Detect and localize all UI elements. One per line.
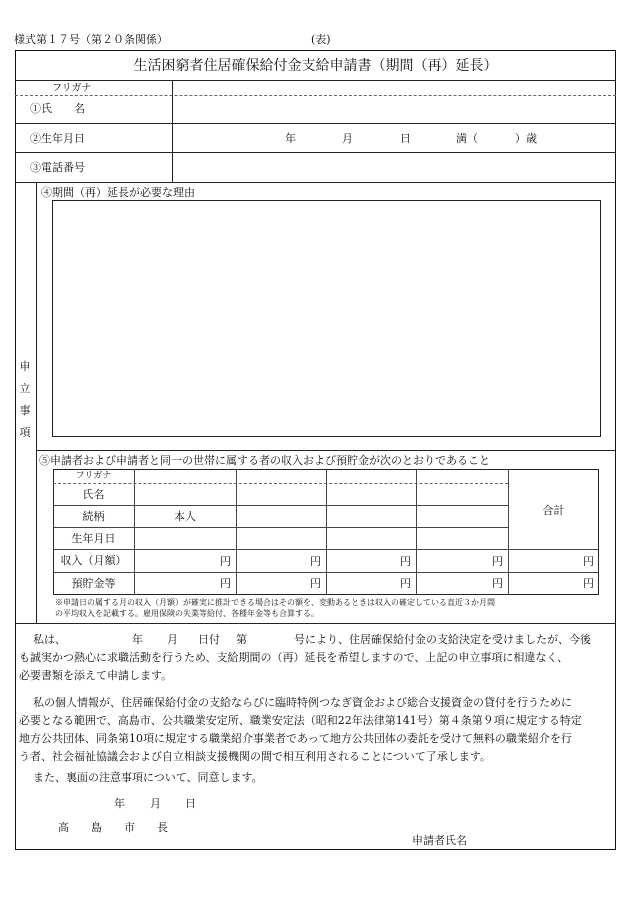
declaration-text: 号により、住居確保給付金の支給決定を受けましたが、今後 (294, 633, 591, 646)
phone-field[interactable] (174, 154, 614, 181)
age-prefix: 満（ (456, 132, 478, 145)
page-title: 生活困窮者住居確保給付金支給申請書（期間（再）延長） (133, 58, 498, 74)
row-label-furigana: フリガナ (75, 471, 112, 481)
application-day-unit: 日 (185, 797, 196, 810)
privacy-text: う者、社会福祉協議会および自立相談支援機関の間で相互利用されることについて了承します。 (19, 750, 491, 763)
privacy-text: 必要となる範囲で、高島市、公共職業安定所、職業安定法（昭和22年法律第141号）第４条第９項に規定する特定 (19, 714, 582, 727)
application-month-unit: 月 (150, 797, 161, 810)
consent-text: また、裏面の注意事項について、同意します。 (33, 771, 263, 784)
birth-month-unit: 月 (342, 132, 353, 145)
privacy-text: 地方公共団体、同条第10項に規定する職業紹介事業者であって地方公共団体の委託を受けて無料の職業紹介を行 (19, 732, 572, 745)
income-label: ⑤申請者および申請者と同一の世帯に属する者の収入および預貯金が次のとおりであること (39, 454, 490, 467)
section-label-1: 申 (19, 360, 31, 373)
declaration-text: 必要書類を添えて申請します。 (19, 669, 173, 682)
yen-unit: 円 (492, 577, 503, 590)
age-suffix: ）歳 (515, 132, 537, 145)
yen-unit: 円 (583, 577, 594, 590)
total-label: 合計 (542, 504, 565, 517)
phone-label: ③電話番号 (30, 161, 85, 174)
yen-unit: 円 (492, 555, 503, 568)
yen-unit: 円 (400, 577, 411, 590)
declaration-prefix: 私は、 (33, 633, 66, 646)
name-field[interactable] (174, 82, 614, 122)
yen-unit: 円 (310, 577, 321, 590)
section-label-2: 立 (19, 382, 31, 395)
row-label-relation: 続柄 (82, 510, 105, 523)
row-label-savings: 預貯金等 (71, 577, 116, 590)
addressee: 高 島 市 長 (58, 821, 168, 834)
income-note: ※申請日の属する月の収入（月額）が確実に推計できる場合はその額を、変動あるときは収入の確定している直近３か月間 (55, 598, 495, 607)
self-relation: 本人 (174, 510, 196, 523)
declaration-text: も誠実かつ熱心に求職活動を行うため、支給期間の（再）延長を希望しますので、上記の申立事項に相違なく、 (19, 651, 569, 664)
form-side: (表) (311, 33, 331, 46)
birthdate-field[interactable] (174, 125, 614, 151)
declaration-year-unit: 年 (132, 633, 143, 646)
declaration-day-unit: 日付 (198, 633, 220, 646)
income-note: の平均収入を記載する。雇用保険の失業等給付、各種年金等も合算する。 (55, 609, 319, 618)
furigana-label: フリガナ (52, 83, 92, 94)
declaration-month-unit: 月 (167, 633, 178, 646)
yen-unit: 円 (400, 555, 411, 568)
form-number: 様式第１７号（第２０条関係） (14, 33, 168, 46)
signature-label: 申請者氏名 (412, 834, 467, 847)
section-label-4: 項 (19, 426, 31, 439)
yen-unit: 円 (220, 577, 231, 590)
row-label-name: 氏名 (82, 488, 105, 501)
privacy-text: 私の個人情報が、住居確保給付金の支給ならびに臨時特例つなぎ資金および総合支援資金の貸付を行うために (33, 696, 572, 709)
signature-field[interactable] (470, 830, 610, 848)
birth-year-unit: 年 (285, 132, 296, 145)
application-year-unit: 年 (114, 797, 125, 810)
row-label-birthdate: 生年月日 (71, 532, 116, 545)
yen-unit: 円 (583, 555, 594, 568)
row-label-income: 収入（月額） (60, 554, 127, 567)
birth-day-unit: 日 (400, 132, 411, 145)
declaration-no-label: 第 (236, 633, 247, 646)
name-label: ①氏 名 (30, 102, 85, 115)
birthdate-label: ②生年月日 (30, 132, 85, 145)
yen-unit: 円 (220, 555, 231, 568)
reason-label: ④期間（再）延長が必要な理由 (41, 186, 195, 199)
yen-unit: 円 (310, 555, 321, 568)
reason-textarea[interactable] (52, 200, 601, 437)
section-label-3: 事 (19, 404, 31, 417)
